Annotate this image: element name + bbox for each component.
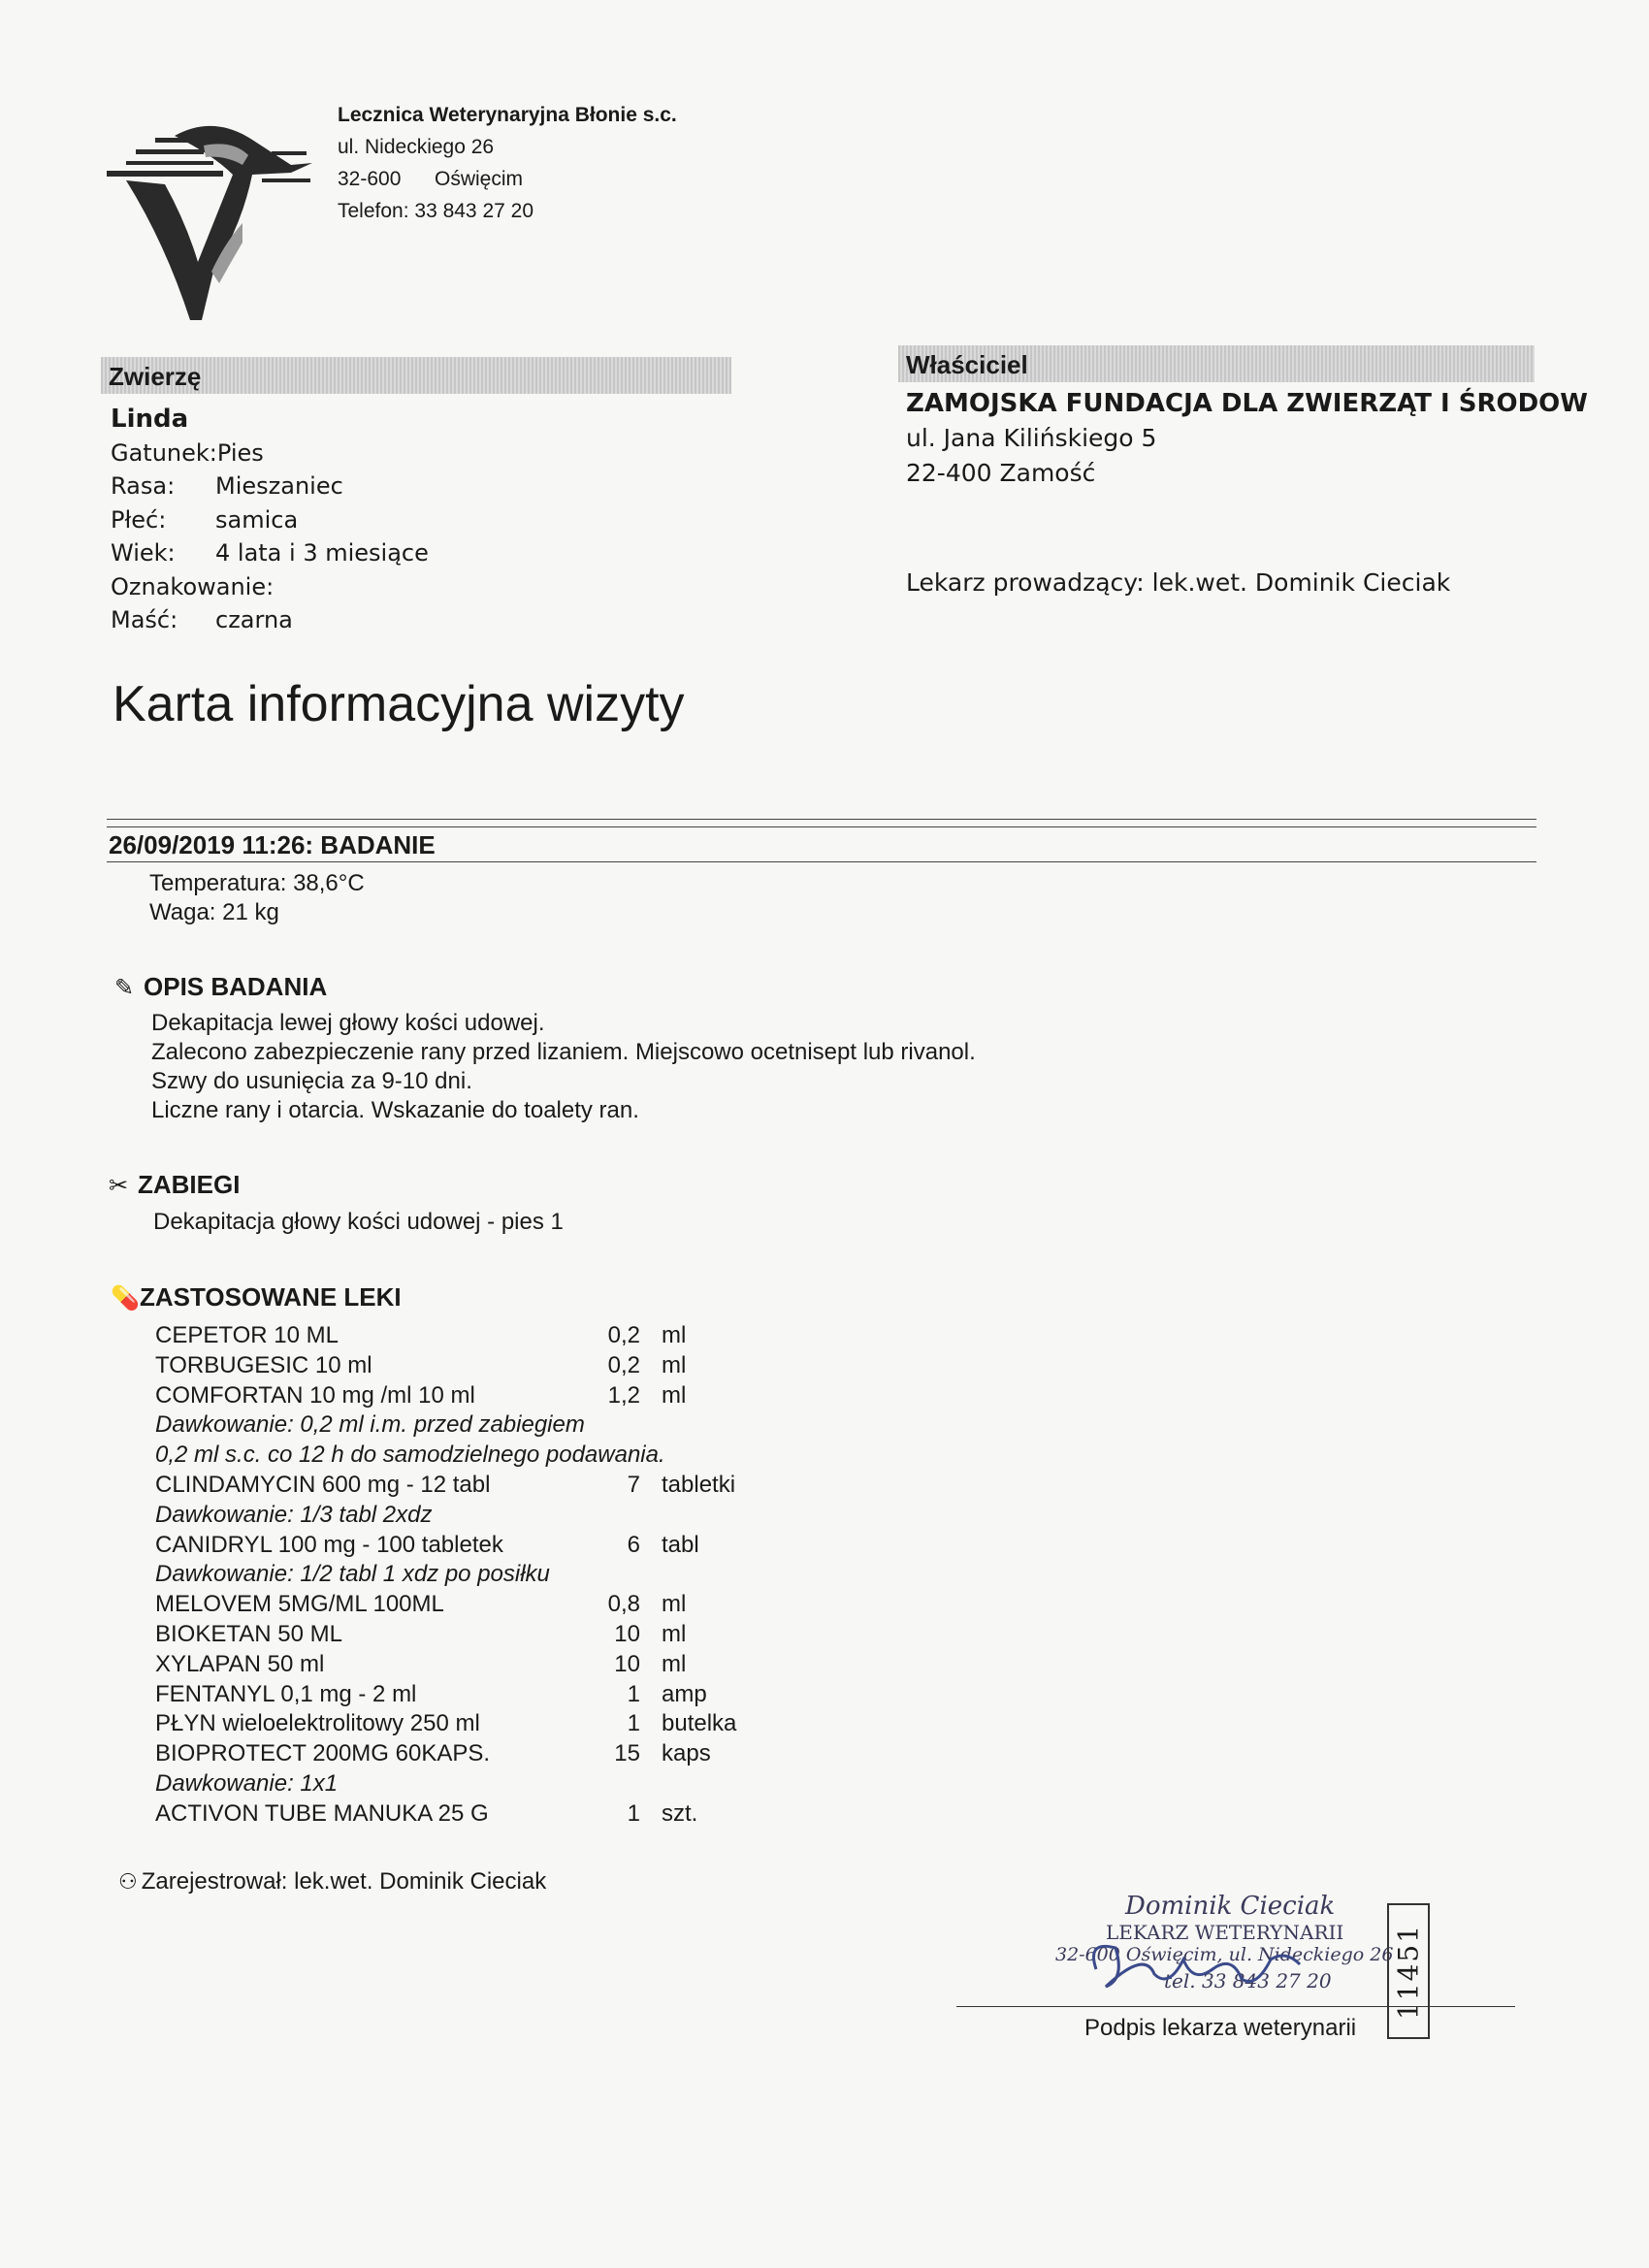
stamp-name: Dominik Cieciak — [1125, 1892, 1336, 1921]
animal-info — [111, 403, 429, 637]
med-unit: ml — [662, 1591, 687, 1618]
field-value: samica — [215, 505, 299, 534]
clinic-logo — [97, 116, 320, 330]
med-unit: ml — [662, 1381, 687, 1409]
handwritten-signature — [1077, 1930, 1329, 1998]
field-label: Płeć: — [111, 505, 167, 534]
stamp-number: 11451 — [1392, 1923, 1425, 2021]
field-label: Maść: — [111, 606, 178, 633]
section-heading-opis — [114, 972, 327, 1002]
clinic-city-line — [338, 163, 677, 195]
animal-breed-row — [111, 470, 429, 503]
med-qty: 0,8 — [607, 1591, 640, 1618]
dosage-text: Dawkowanie: 1/2 tabl 1 xdz po posiłku — [155, 1561, 550, 1588]
field-label: Wiek: — [111, 539, 176, 567]
clinic-city: Oświęcim — [435, 168, 524, 190]
stamp-number-box — [1387, 1903, 1430, 2039]
animal-heading: Zwierzę — [101, 357, 731, 394]
field-value: Mieszaniec — [215, 472, 343, 500]
med-name: TORBUGESIC 10 ml — [155, 1351, 372, 1378]
registered-text: Zarejestrował: lek.wet. Dominik Cieciak — [141, 1868, 547, 1895]
owner-city: 22-400 Zamość — [906, 459, 1096, 487]
dosage-text: 0,2 ml s.c. co 12 h do samodzielnego podawania. — [155, 1442, 665, 1469]
section-heading-label: ZASTOSOWANE LEKI — [140, 1282, 402, 1312]
med-name: ACTIVON TUBE MANUKA 25 G — [155, 1799, 489, 1827]
field-value: czarna — [215, 606, 293, 633]
dosage-text: Dawkowanie: 1x1 — [155, 1769, 339, 1797]
med-unit: ml — [662, 1322, 687, 1348]
med-qty: 1 — [627, 1710, 640, 1737]
registered-by — [118, 1868, 546, 1895]
med-unit: butelka — [662, 1710, 737, 1737]
med-qty: 10 — [614, 1650, 640, 1677]
exam-line: Liczne rany i otarcia. Wskazanie do toalety ran. — [151, 1097, 639, 1123]
med-unit: szt. — [662, 1799, 698, 1827]
med-name: CEPETOR 10 ML — [155, 1322, 339, 1348]
med-name: FENTANYL 0,1 mg - 2 ml — [155, 1680, 417, 1707]
med-unit: tabletki — [662, 1471, 736, 1498]
animal-name: Linda — [111, 405, 189, 434]
med-unit: ml — [662, 1351, 687, 1378]
divider — [107, 861, 1536, 862]
field-value: Pies — [216, 438, 264, 467]
dosage-text: Dawkowanie: 0,2 ml i.m. przed zabiegiem — [155, 1411, 585, 1439]
owner-heading: Właściciel — [898, 345, 1535, 382]
users-icon: ⚇ — [118, 1869, 138, 1894]
med-unit: ml — [662, 1650, 687, 1677]
med-qty: 0,2 — [607, 1322, 640, 1348]
section-heading-label: OPIS BADANIA — [144, 972, 328, 1001]
field-label: Gatunek: — [111, 438, 217, 467]
med-unit: ml — [662, 1620, 687, 1647]
med-name: MELOVEM 5MG/ML 100ML — [155, 1591, 444, 1618]
section-heading-label: ZABIEGI — [138, 1170, 241, 1199]
clinic-header — [338, 99, 677, 227]
med-qty: 15 — [614, 1740, 640, 1767]
med-name: PŁYN wieloelektrolitowy 250 ml — [155, 1710, 480, 1737]
med-name: CLINDAMYCIN 600 mg - 12 tabl — [155, 1471, 491, 1498]
med-qty: 1 — [627, 1680, 640, 1707]
animal-species-row — [111, 437, 429, 470]
animal-sex-row — [111, 503, 429, 537]
clinic-postal-code: 32-600 — [338, 168, 402, 190]
field-label: Rasa: — [111, 472, 176, 500]
divider — [107, 819, 1536, 820]
clinic-phone: Telefon: 33 843 27 20 — [338, 200, 534, 222]
animal-color-row — [111, 603, 429, 637]
med-name: CANIDRYL 100 mg - 100 tabletek — [155, 1531, 503, 1558]
exam-line: Szwy do usunięcia za 9-10 dni. — [151, 1068, 472, 1094]
attending-doctor: Lekarz prowadzący: lek.wet. Dominik Cieciak — [906, 568, 1451, 597]
med-qty: 1,2 — [607, 1381, 640, 1409]
animal-marking-row — [111, 570, 429, 604]
pen-icon: ✎ — [114, 975, 135, 1001]
field-label: Oznakowanie: — [111, 572, 275, 600]
visit-header: 26/09/2019 11:26: BADANIE — [109, 830, 436, 859]
temperature: Temperatura: 38,6°C — [149, 870, 365, 896]
med-qty: 7 — [627, 1471, 640, 1498]
stamp-phone: tel. 33 843 27 20 — [1164, 1969, 1332, 1993]
med-unit: tabl — [662, 1531, 699, 1558]
med-unit: amp — [662, 1680, 707, 1707]
animal-age-row — [111, 536, 429, 570]
med-name: BIOPROTECT 200MG 60KAPS. — [155, 1740, 491, 1767]
stamp-title: LEKARZ WETERYNARII — [1106, 1921, 1344, 1944]
exam-description — [151, 1009, 976, 1125]
owner-info — [906, 386, 1588, 491]
signature-label: Podpis lekarza weterynarii — [1084, 2015, 1357, 2041]
stamp-address: 32-600 Oświęcim, ul. Nideckiego 26 — [1055, 1944, 1394, 1965]
procedure-text: Dekapitacja głowy kości udowej - pies 1 — [153, 1209, 564, 1235]
exam-line: Zalecono zabezpieczenie rany przed lizaniem. Miejscowo ocetnisept lub rivanol. — [151, 1039, 976, 1065]
med-name: COMFORTAN 10 mg /ml 10 ml — [155, 1381, 475, 1409]
med-qty: 1 — [627, 1799, 640, 1827]
section-heading-leki — [111, 1282, 402, 1312]
dosage-text: Dawkowanie: 1/3 tabl 2xdz — [155, 1501, 433, 1528]
med-name: XYLAPAN 50 ml — [155, 1650, 325, 1677]
divider — [107, 826, 1536, 827]
owner-name: ZAMOJSKA FUNDACJA DLA ZWIERZĄT I ŚRODOW — [906, 389, 1588, 418]
owner-street: ul. Jana Kilińskiego 5 — [906, 424, 1157, 452]
field-value: 4 lata i 3 miesiące — [215, 539, 429, 567]
document-title: Karta informacyjna wizyty — [113, 676, 685, 732]
signature-line — [956, 2006, 1515, 2007]
clinic-street: ul. Nideckiego 26 — [338, 136, 495, 158]
section-heading-zabiegi — [109, 1170, 240, 1200]
med-unit: kaps — [662, 1740, 711, 1767]
weight: Waga: 21 kg — [149, 899, 279, 925]
med-qty: 0,2 — [607, 1351, 640, 1378]
scissors-icon: ✂ — [109, 1173, 129, 1199]
pill-icon: 💊 — [111, 1285, 140, 1312]
med-qty: 10 — [614, 1620, 640, 1647]
clinic-name: Lecznica Weterynaryjna Błonie s.c. — [338, 104, 677, 126]
med-name: BIOKETAN 50 ML — [155, 1620, 342, 1647]
med-qty: 6 — [627, 1531, 640, 1558]
vitals — [149, 869, 365, 927]
exam-line: Dekapitacja lewej głowy kości udowej. — [151, 1010, 545, 1036]
